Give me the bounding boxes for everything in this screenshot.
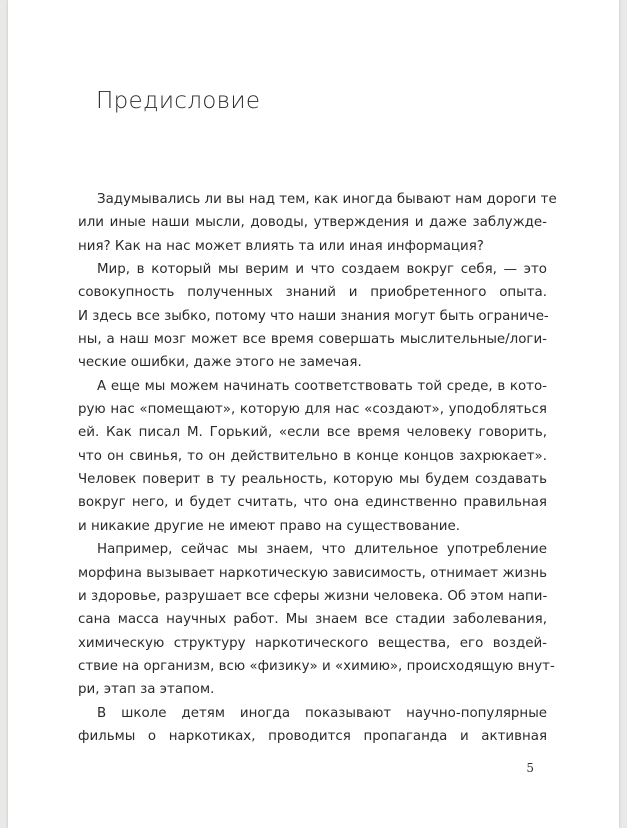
text-line: ей. Как писал М. Горький, «если все время человеку говорить, (78, 425, 547, 441)
text-line: и здоровье, разрушает все сферы жизни человека. Об этом напи- (78, 588, 548, 604)
text-line: А еще мы можем начинать соответствовать той среде, в кото- (97, 378, 547, 394)
paragraph (78, 702, 547, 749)
paragraph (78, 538, 555, 701)
text-line: ния? Как на нас может влиять та или иная информация? (78, 238, 484, 254)
text-line: совокупность полученных знаний и приобретенного опыта. (78, 285, 547, 301)
text-line: морфина вызывает наркотическую зависимость, отнимает жизнь (78, 565, 547, 581)
body-text (78, 188, 557, 748)
text-line: ствие на организм, всю «физику» и «химию», происходящую внут- (78, 658, 555, 674)
page-number: 5 (526, 761, 534, 775)
text-line: ческие ошибки, даже этого не замечая. (78, 355, 362, 371)
text-line: Человек поверит в ту реальность, которую мы будем создавать (78, 472, 547, 488)
text-line: Например, сейчас мы знаем, что длительное употребление (97, 542, 547, 558)
text-line: или иные наши мысли, доводы, утверждения и даже заблужде- (78, 215, 547, 231)
paragraph (78, 188, 557, 258)
paragraph (78, 375, 547, 538)
text-line: что он свинья, то он действительно в конце концов захрюкает». (78, 448, 547, 464)
book-page (8, 0, 619, 828)
text-line: В школе детям иногда показывают научно-популярные (97, 705, 547, 721)
text-line: И здесь все зыбко, потому что наши знания могут быть ограниче- (78, 308, 549, 324)
text-line: ны, а наш мозг может все время совершать мыслительные/логи- (78, 332, 547, 348)
text-line: сана масса научных работ. Мы знаем все стадии заболевания, (78, 612, 547, 628)
text-line: рую нас «помещают», которую для нас «создают», уподобляться (78, 402, 547, 418)
text-line: ри, этап за этапом. (78, 682, 215, 698)
text-line: фильмы о наркотиках, проводится пропаганда и активная (78, 728, 547, 744)
text-line: вокруг него, и будет считать, что она единственно правильная (78, 495, 547, 511)
chapter-title: Предисловие (96, 88, 261, 114)
text-line: Мир, в который мы верим и что создаем вокруг себя, — это (97, 262, 547, 278)
paragraph (78, 258, 547, 375)
text-line: Задумывались ли вы над тем, как иногда бывают нам дороги те (97, 192, 557, 207)
text-line: и никакие другие не имеют право на существование. (78, 518, 460, 534)
text-line: химическую структуру наркотического вещества, его воздей- (78, 635, 547, 651)
